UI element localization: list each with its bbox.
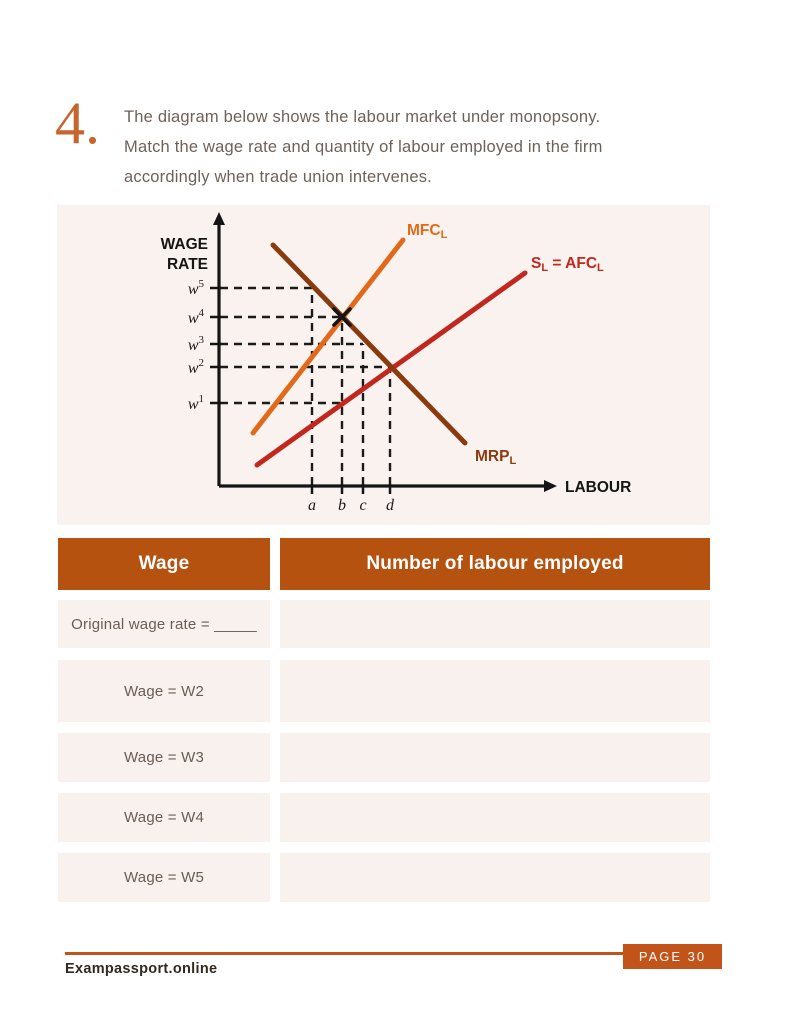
wage-cell-w3: Wage = W3 — [58, 733, 270, 782]
y-axis-title-line-1: WAGE — [160, 236, 208, 253]
wage-tick-label-w3: $w^3$ — [187, 334, 204, 354]
answer-cell-w3[interactable] — [280, 733, 710, 782]
y-axis-title-line-2: RATE — [166, 256, 208, 273]
answer-cell-w2[interactable] — [280, 660, 710, 722]
labour-tick-label-d: d — [386, 497, 394, 514]
answer-cell-w5[interactable] — [280, 853, 710, 902]
wage-cell-w2: Wage = W2 — [58, 660, 270, 722]
wage-tick-label-w5: $w^5$ — [187, 278, 204, 298]
footer-divider — [65, 952, 625, 955]
wage-cell-w4: Wage = W4 — [58, 793, 270, 842]
wage-tick-label-w2: $w^2$ — [187, 357, 204, 377]
page-number-badge: PAGE 30 — [623, 944, 722, 969]
answer-cell-original[interactable] — [280, 600, 710, 648]
table-header-employed: Number of labour employed — [280, 538, 710, 590]
mfc-label: MFCL — [407, 222, 448, 241]
x-axis-arrow — [544, 480, 557, 492]
labour-market-diagram-panel — [57, 205, 710, 525]
mfc-curve — [253, 240, 403, 433]
table-header-wage: Wage — [58, 538, 270, 590]
labour-tick-label-b: b — [338, 497, 346, 514]
question-line-1: The diagram below shows the labour market under monopsony. — [124, 108, 601, 126]
wage-tick-label-w4: $w^4$ — [187, 307, 204, 327]
site-name: Exampassport.online — [65, 961, 218, 977]
wage-cell-original: Original wage rate = _____ — [58, 600, 270, 648]
question-number: 4. — [55, 90, 100, 156]
labour-tick-label-c: c — [359, 497, 367, 514]
y-axis-arrow — [213, 212, 225, 225]
wage-tick-label-w1: $w^1$ — [187, 393, 204, 413]
question-line-3: accordingly when trade union intervenes. — [124, 168, 432, 186]
labour-market-diagram — [57, 205, 710, 525]
mrp-curve — [273, 245, 465, 443]
question-line-2: Match the wage rate and quantity of labour employed in the firm — [124, 138, 603, 156]
mrp-label: MRPL — [475, 448, 517, 467]
supply-label: SL = AFCL — [531, 255, 604, 274]
wage-cell-w5: Wage = W5 — [58, 853, 270, 902]
labour-tick-label-a: a — [308, 497, 316, 514]
question-text — [124, 102, 724, 192]
answer-cell-w4[interactable] — [280, 793, 710, 842]
x-axis-title: LABOUR — [565, 479, 632, 496]
